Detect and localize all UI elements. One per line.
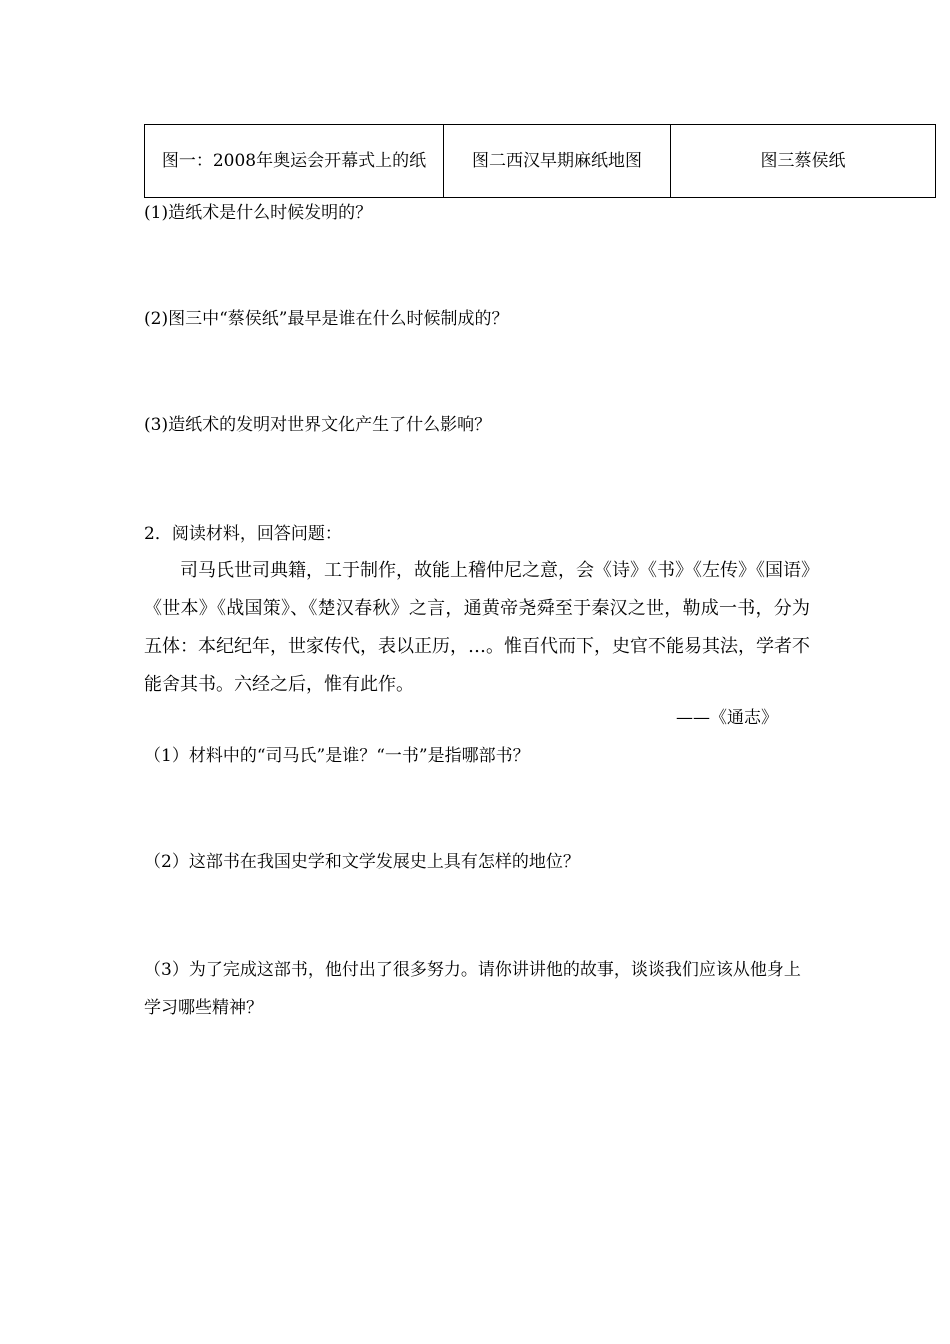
figure-caption-3: 图三蔡侯纸 <box>671 125 936 198</box>
question-2-2: （2）这部书在我国史学和文学发展史上具有怎样的地位？ <box>144 852 580 872</box>
reading-material: 司马氏世司典籍，工于制作，故能上稽仲尼之意，会《诗》《书》《左传》《国语》《世本》《战国策》、《楚汉春秋》之言，通黄帝尧舜至于秦汉之世，勒成一书，分为五体：本纪纪年，世家传代，表以正历，…。惟百代而下，史官不能易其法，学者不能舍其书。六经之后，惟有此作。 <box>144 560 810 695</box>
question-1-1: (1)造纸术是什么时候发明的？ <box>144 203 373 223</box>
question-2-3: （3）为了完成这部书，他付出了很多努力。请你讲讲他的故事，谈谈我们应该从他身上学习哪些精神？ <box>144 960 801 1018</box>
question-2-1: （1）材料中的“司马氏”是谁？“一书”是指哪部书？ <box>144 746 530 766</box>
figure-caption-1: 图一：2008年奥运会开幕式上的纸 <box>145 125 444 198</box>
question-2-heading: 2．阅读材料，回答问题： <box>144 524 342 544</box>
question-1-3: (3)造纸术的发明对世界文化产生了什么影响？ <box>144 415 492 435</box>
figure-caption-table <box>144 124 936 198</box>
figure-caption-2: 图二西汉早期麻纸地图 <box>444 125 671 198</box>
material-source: ——《通志》 <box>676 708 778 728</box>
question-1-2: (2)图三中“蔡侯纸”最早是谁在什么时候制成的？ <box>144 309 509 329</box>
table-row <box>145 125 936 198</box>
